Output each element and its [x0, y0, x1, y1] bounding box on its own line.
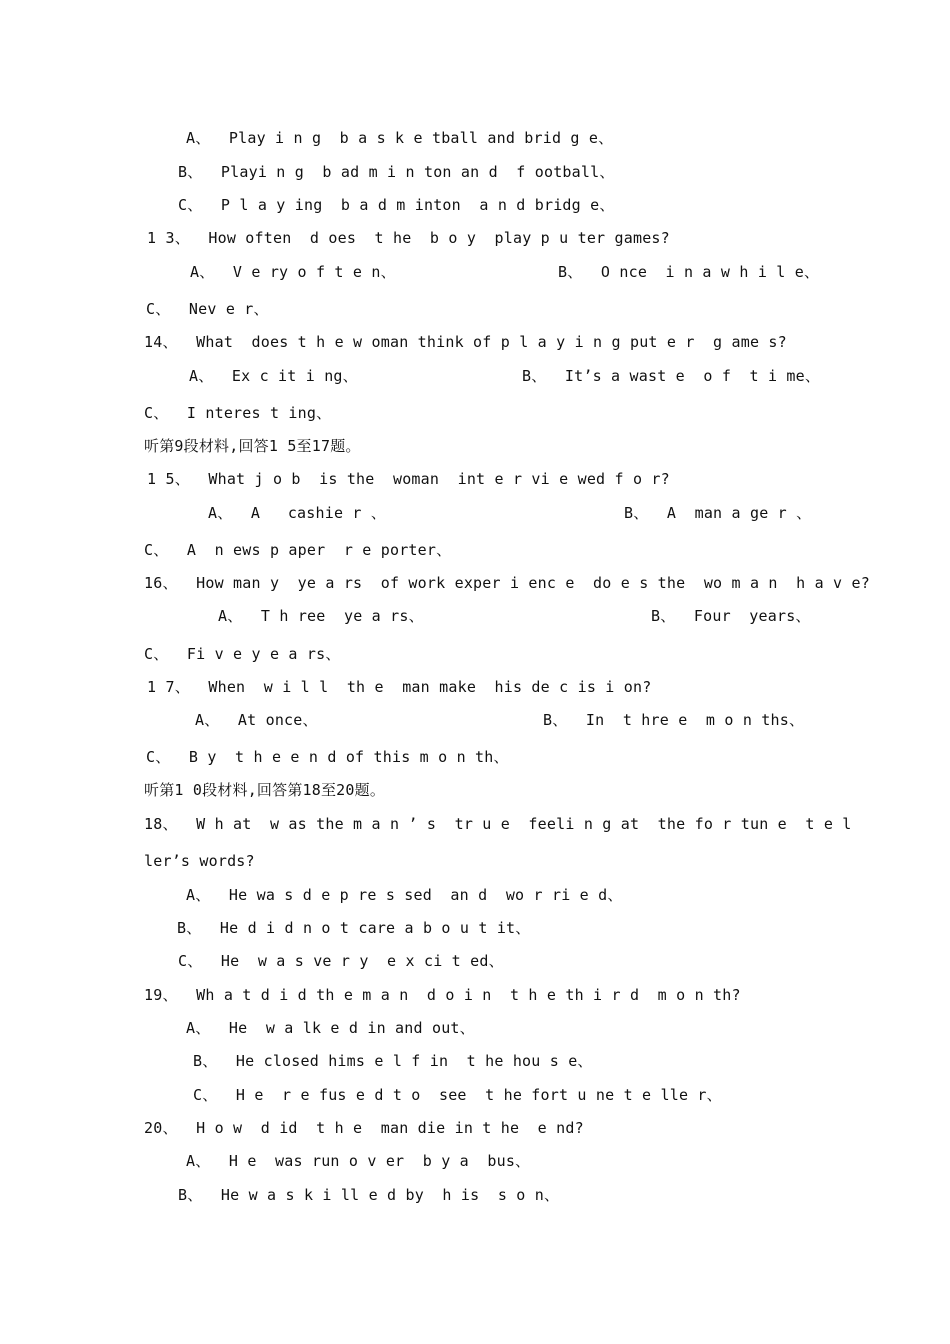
q14-option-b: B、 It’s a wast e o f t i me、	[522, 367, 821, 385]
q18-option-a: A、 He wa s d e p re s sed an d wo r ri e d、	[186, 886, 623, 904]
q13-question: 1 3、 How often d oes t he b o y play p u ter games?	[147, 229, 670, 247]
q17-option-c: C、 B y t h e e n d of this m o n th、	[146, 748, 509, 766]
q18-option-b: B、 He d i d n o t care a b o u t it、	[177, 919, 531, 937]
q20-option-b: B、 He w a s k i ll e d by h is s o n、	[178, 1186, 560, 1204]
q15-option-b: B、 A man a ge r 、	[624, 504, 812, 522]
q13-option-c: C、 Nev e r、	[146, 300, 269, 318]
q16-option-c: C、 Fi v e y e a rs、	[144, 645, 341, 663]
q13-option-a: A、 V e ry o f t e n、	[190, 263, 396, 281]
q12-option-c: C、 P l a y ing b a d m inton a n d bridg e、	[178, 196, 615, 214]
q18-question-continued: ler’s words?	[144, 852, 255, 870]
q19-question: 19、 Wh a t d i d th e m a n d o i n t h e th i r d m o n th?	[144, 986, 741, 1004]
q16-question: 16、 How man y ye a rs of work exper i enc e do e s the wo m a n h a v e?	[144, 574, 870, 592]
q12-option-a: A、 Play i n g b a s k e tball and brid g e、	[186, 129, 614, 147]
q18-option-c: C、 He w a s ve r y e x ci t ed、	[178, 952, 504, 970]
q13-option-b: B、 O nce i n a w h i l e、	[558, 263, 820, 281]
q20-option-a: A、 H e was run o v er b y a bus、	[186, 1152, 531, 1170]
section-9-instruction: 听第9段材料,回答1 5至17题。	[144, 437, 361, 455]
q20-question: 20、 H o w d id t h e man die in t he e nd?	[144, 1119, 584, 1137]
q14-option-a: A、 Ex c it i ng、	[189, 367, 358, 385]
q15-question: 1 5、 What j o b is the woman int e r vi e wed f o r?	[147, 470, 670, 488]
q19-option-a: A、 He w a lk e d in and out、	[186, 1019, 475, 1037]
q14-option-c: C、 I nteres t ing、	[144, 404, 332, 422]
q17-question: 1 7、 When w i l l th e man make his de c is i on?	[147, 678, 652, 696]
q19-option-b: B、 He closed hims e l f in t he hou s e、	[193, 1052, 593, 1070]
q15-option-c: C、 A n ews p aper r e porter、	[144, 541, 452, 559]
q17-option-b: B、 In t hre e m o n ths、	[543, 711, 805, 729]
q19-option-c: C、 H e r e fus e d t o see t he fort u ne t e lle r、	[193, 1086, 722, 1104]
q16-option-a: A、 T h ree ye a rs、	[218, 607, 424, 625]
q18-question: 18、 W h at w as the m a n ’ s tr u e feeli n g at the fo r tun e t e l	[144, 815, 852, 833]
q15-option-a: A、 A cashie r 、	[208, 504, 387, 522]
q12-option-b: B、 Playi n g b ad m i n ton an d f ootball、	[178, 163, 615, 181]
section-10-instruction: 听第1 0段材料,回答第18至20题。	[144, 781, 386, 799]
q16-option-b: B、 Four years、	[651, 607, 811, 625]
q14-question: 14、 What does t h e w oman think of p l a y i n g put e r g ame s?	[144, 333, 787, 351]
q17-option-a: A、 At once、	[195, 711, 318, 729]
